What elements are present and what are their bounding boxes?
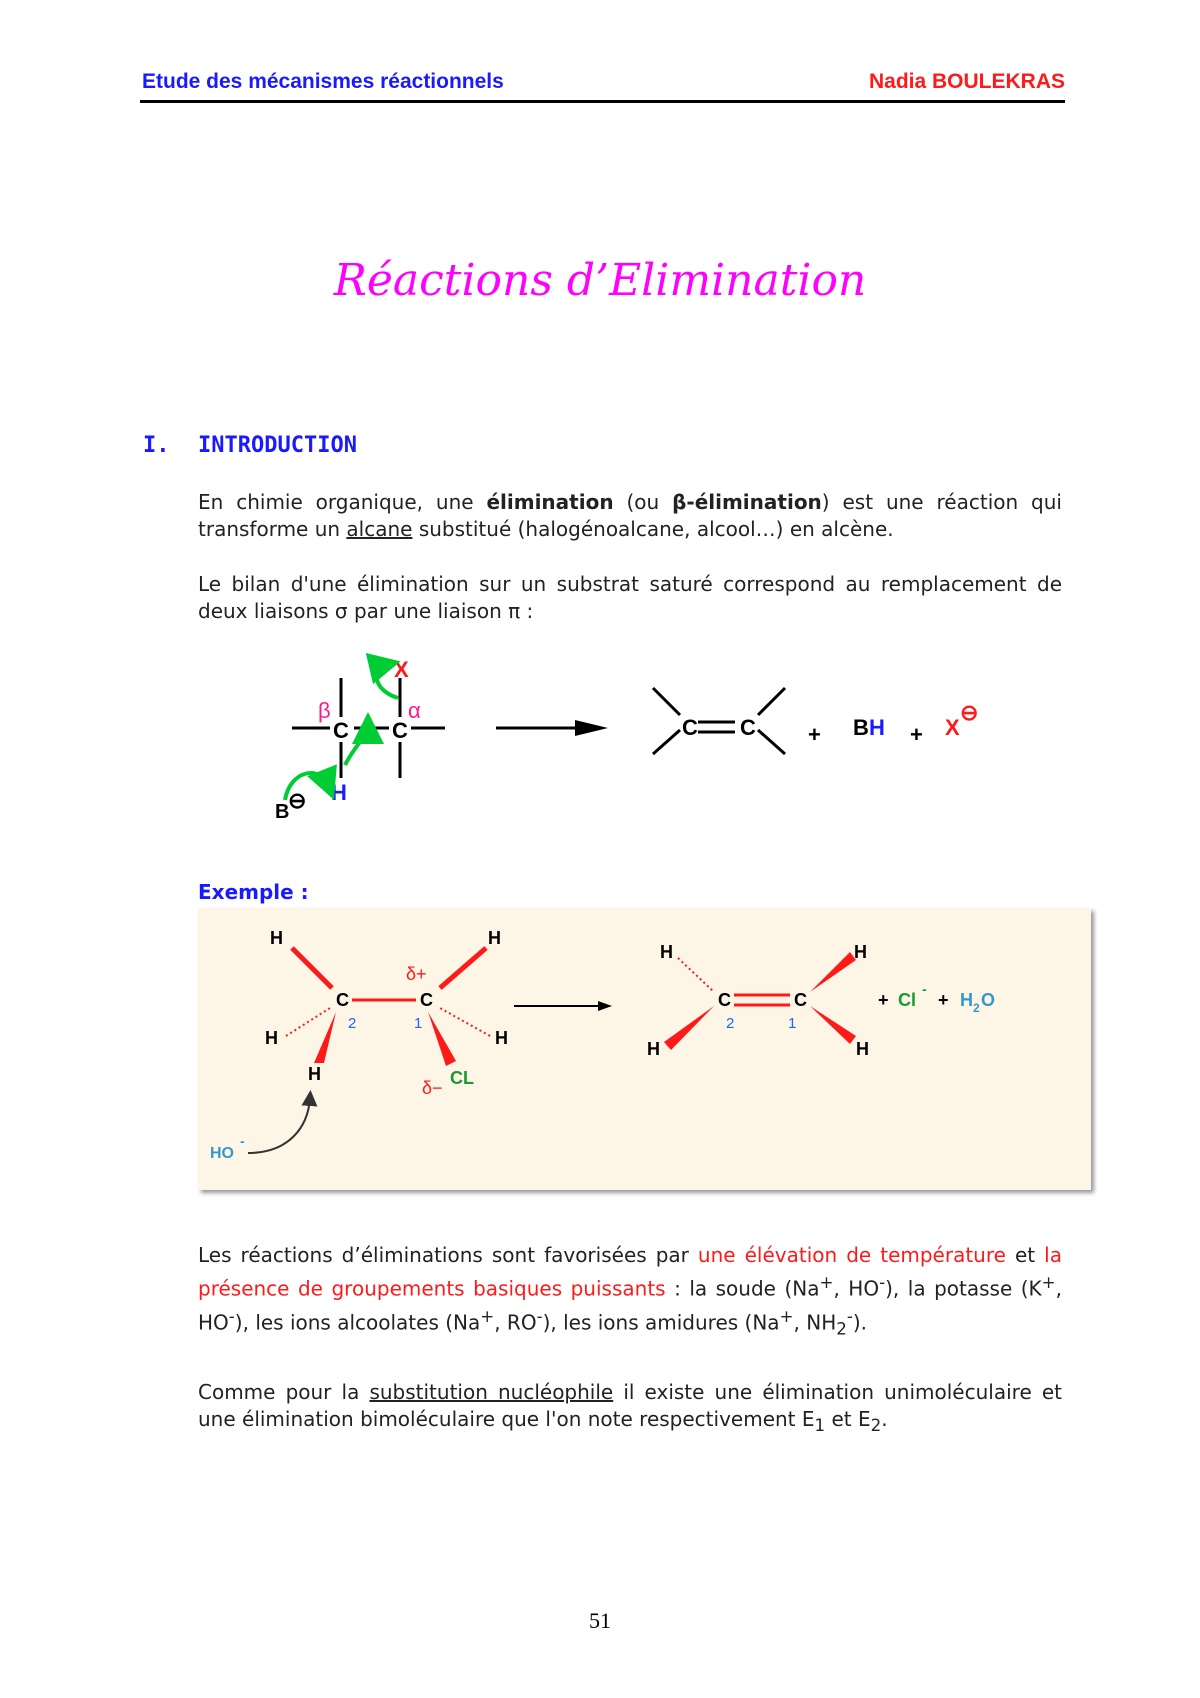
highlight-text: une élévation de température [697,1243,1006,1267]
carbon-beta: C [333,718,349,743]
delta-minus: δ− [422,1078,443,1098]
curved-arrow-icon [248,1098,310,1153]
text-run: , RO [494,1310,537,1335]
alkene-carbon: C [740,715,756,740]
arrow-head-icon [575,720,608,736]
superscript: + [819,1273,834,1292]
text-run: ), la potasse (K [885,1276,1042,1301]
carbon-alpha: C [392,718,408,743]
atom-c1: C [794,990,807,1010]
text-run: (ou [613,490,673,514]
atom-h: H [270,928,283,948]
bh-h: H [869,715,885,740]
hydrogen-h: H [331,780,347,805]
halide-charge: ⊖ [960,700,979,725]
leaving-group-x: X [394,657,409,682]
arrow-head-icon [598,1001,612,1011]
atom-cl: CL [450,1068,474,1088]
superscript: - [228,1306,235,1326]
plus-sign: + [878,990,889,1010]
conditions-paragraph [198,1242,1062,1342]
text-run: ). [852,1310,868,1335]
text-run: et [1005,1243,1045,1267]
example-scheme [198,908,1091,1190]
plus-sign: + [910,722,923,747]
text-run: ) est une réaction qui transforme un [198,490,1062,541]
text-run: ), les ions amidures (Na [542,1310,780,1335]
superscript: + [480,1306,495,1326]
atom-h: H [660,942,673,962]
locant-2: 2 [726,1015,735,1032]
locant-1: 1 [414,1015,423,1032]
example-label: Exemple : [198,880,309,904]
header-left: Etude des mécanismes réactionnels [142,70,504,93]
text-run: il existe une élimination unimoléculaire et une élimination bimoléculaire que l'on note respectivement E [198,1380,1062,1431]
superscript: + [1041,1273,1056,1292]
mechanism-paragraph [198,1379,1062,1439]
section-title: INTRODUCTION [198,433,357,458]
atom-c2: C [336,990,349,1010]
alcane-link[interactable]: alcane [346,517,413,541]
chloride-charge: - [922,981,927,997]
alkene-carbon: C [682,715,698,740]
hydroxide-ho: HO [210,1145,234,1162]
superscript: + [779,1306,794,1326]
superscript: - [846,1306,853,1326]
plus-sign: + [938,990,949,1010]
plus-sign: + [808,722,821,747]
page-title: Réactions d’Elimination [333,255,867,306]
text-run: . [881,1407,888,1431]
superscript: - [536,1306,543,1326]
elimination-scheme [0,0,1200,840]
bilan-paragraph: Le bilan d'une élimination sur un substrat saturé correspond au remplacement de deux liaisons σ par une liaison π : [198,572,1062,623]
water-o: O [981,990,996,1010]
locant-2: 2 [348,1015,357,1032]
superscript: - [879,1273,886,1292]
chloride-ion: Cl [898,990,916,1010]
highlight-text: la présence de groupements basiques puissants [198,1243,1062,1301]
header-right: Nadia BOULEKRAS [868,70,1065,93]
alpha-label: α [408,698,421,723]
atom-h: H [488,928,501,948]
locant-1: 1 [788,1015,797,1032]
text-run: Les réactions d’éliminations sont favorisées par [198,1243,698,1267]
text-run: et E [825,1407,871,1431]
base-b: B [275,801,290,823]
halide-x: X [945,715,960,740]
page-number: 51 [589,1608,611,1633]
product-bonds [664,952,856,1050]
atom-h: H [647,1039,660,1059]
subscript: 2 [836,1319,847,1339]
hydroxide-charge: - [240,1133,245,1149]
beta-label: β [318,698,331,723]
text-run: Comme pour la [198,1380,370,1404]
text-run: substitué (halogénoalcane, alcool…) en alcène. [412,517,894,541]
atom-h: H [265,1028,278,1048]
atom-h: H [495,1028,508,1048]
atom-c1: C [420,990,433,1010]
base-charge: ⊖ [288,788,307,813]
alkene-bonds [653,688,785,754]
text-run: En chimie organique, une [198,490,487,514]
atom-h: H [854,942,867,962]
substitution-link[interactable]: substitution nucléophile [369,1380,614,1404]
subscript: 1 [814,1416,826,1435]
section-number: I. [143,433,170,458]
water-h: H [960,990,973,1010]
text-run: , HO [198,1276,1062,1335]
example-box [198,908,1091,1190]
water-subscript: 2 [973,1001,980,1015]
text-run: ), les ions alcoolates (Na [234,1310,481,1335]
bh-b: B [853,715,869,740]
atom-h: H [308,1064,321,1084]
text-run: , HO [833,1276,880,1301]
atom-c2: C [718,990,731,1010]
atom-h: H [856,1039,869,1059]
reactant-bonds [286,948,490,1066]
text-run: : la soude (Na [665,1276,820,1301]
bold-term: β-élimination [672,490,822,514]
subscript: 2 [870,1416,882,1435]
delta-plus: δ+ [406,964,427,984]
bold-term: élimination [486,490,614,514]
text-run: , NH [793,1310,837,1335]
